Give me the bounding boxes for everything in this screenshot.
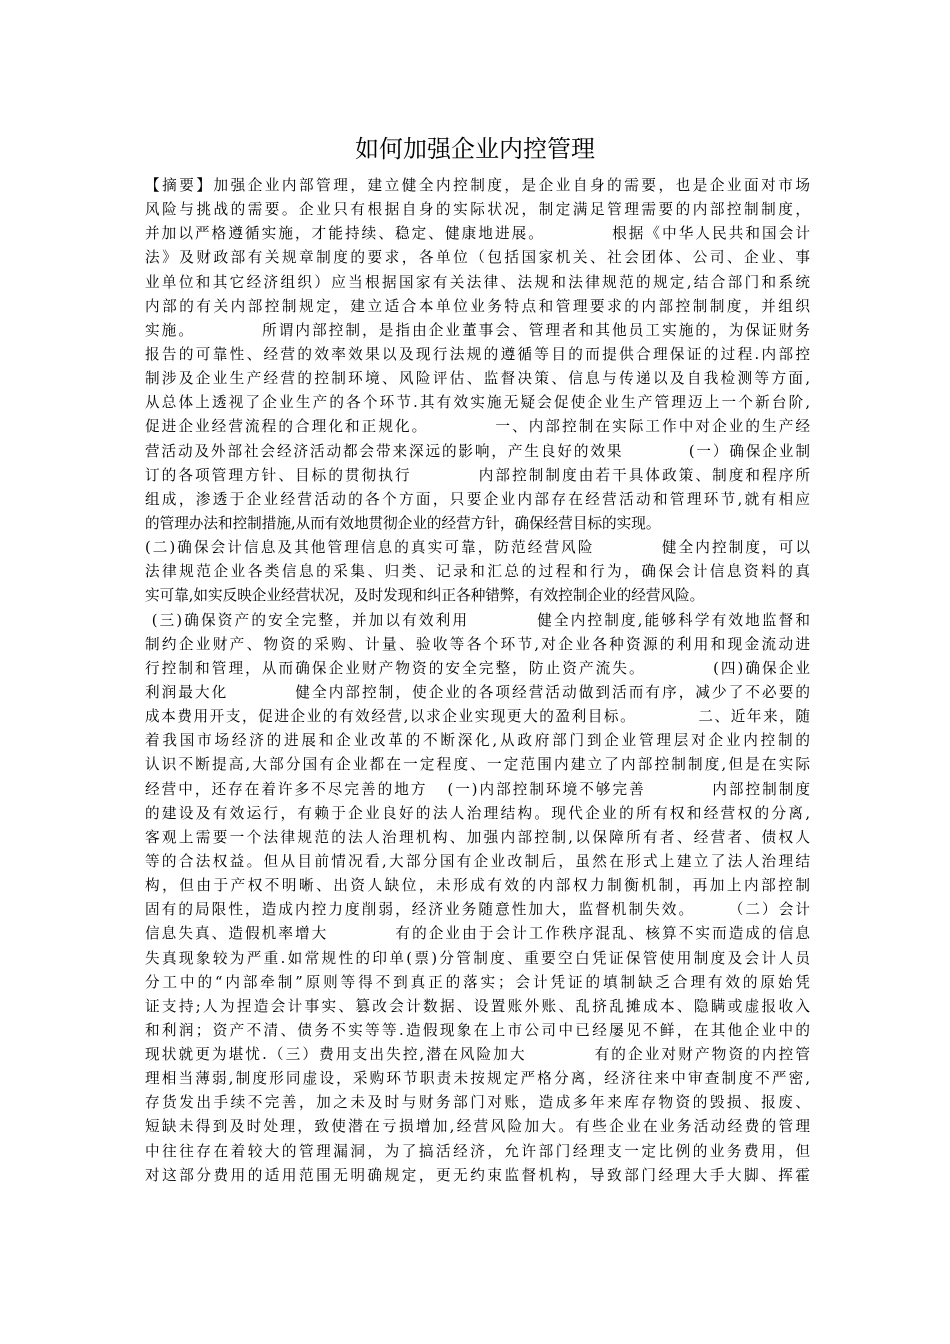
body-line: 实可靠,如实反映企业经营状况，及时发现和纠正各种错弊，有效控制企业的经营风险。 xyxy=(145,587,705,605)
body-line: 报告的可靠性、经营的效率效果以及现行法规的遵循等目的而提供合理保证的过程.内部控 xyxy=(145,345,810,363)
body-line: 风险与挑战的需要。企业只有根据自身的实际状况，制定满足管理需要的内部控制制度， xyxy=(145,201,810,219)
body-line: 促进企业经营流程的合理化和正规化。 一、内部控制在实际工作中对企业的生产经 xyxy=(145,418,810,436)
body-line: 失真现象较为严重.如常规性的印单(票)分管制度、重要空白凭证保管使用制度及会计人员 xyxy=(145,949,810,967)
body-line: 构，但由于产权不明晰、出资人缺位，未形成有效的内部权力制衡机制，再加上内部控制 xyxy=(145,877,810,895)
body-line: 中往往存在着较大的管理漏洞，为了搞活经济，允许部门经理支一定比例的业务费用，但 xyxy=(145,1142,810,1160)
body-line: 理相当薄弱,制度形同虚设，采购环节职责未按规定严格分离，经济往来中审查制度不严密, xyxy=(145,1070,810,1088)
body-line: 的建设及有效运行，有赖于企业良好的法人治理结构。现代企业的所有权和经营权的分离, xyxy=(145,804,810,822)
body-line: 行控制和管理，从而确保企业财产物资的安全完整，防止资产流失。 (四)确保企业 xyxy=(145,659,810,677)
body-line: 制约企业财产、物资的采购、计量、验收等各个环节,对企业各种资源的利用和现金流动进 xyxy=(145,635,810,653)
body-line: 【摘要】加强企业内部管理，建立健全内控制度，是企业自身的需要，也是企业面对市场 xyxy=(145,177,810,194)
body-line: 经营中，还存在着许多不尽完善的地方 (一)内部控制环境不够完善 内部控制制度 xyxy=(145,780,810,798)
body-line: 证支持;人为捏造会计事实、篡改会计数据、设置账外账、乱挤乱摊成本、隐瞒或虚报收入 xyxy=(145,997,810,1015)
body-line: 实施。 所谓内部控制，是指由企业董事会、管理者和其他员工实施的，为保证财务 xyxy=(145,321,810,339)
body-line: 成本费用开支，促进企业的有效经营,以求企业实现更大的盈利目标。 二、近年来，随 xyxy=(145,708,810,726)
body-line: 业单位和其它经济组织）应当根据国家有关法律、法规和法律规范的规定,结合部门和系统 xyxy=(145,273,810,291)
body-line: 现状就更为堪忧.（三）费用支出失控,潜在风险加大 有的企业对财产物资的内控管 xyxy=(145,1046,810,1064)
body-line: 从总体上透视了企业生产的各个环节.其有效实施无疑会促使企业生产管理迈上一个新台阶, xyxy=(145,394,810,412)
body-line: 法律规范企业各类信息的采集、归类、记录和汇总的过程和行为，确保会计信息资料的真 xyxy=(145,563,810,581)
body-line: (二)确保会计信息及其他管理信息的真实可靠，防范经营风险 健全内控制度，可以 xyxy=(145,539,810,557)
body-line: 短缺未得到及时处理，致使潜在亏损增加,经营风险加大。有些企业在业务活动经费的管理 xyxy=(145,1118,810,1136)
body-line: 的管理办法和控制措施,从而有效地贯彻企业的经营方针，确保经营目标的实现。 xyxy=(145,514,661,532)
body-line: 法》及财政部有关规章制度的要求，各单位（包括国家机关、社会团体、公司、企业、事 xyxy=(145,249,810,267)
body-line: 认识不断提高,大部分国有企业都在一定程度、一定范围内建立了内部控制制度,但是在实际 xyxy=(145,756,810,774)
body-line: 着我国市场经济的进展和企业改革的不断深化,从政府部门到企业管理层对企业内控制的 xyxy=(145,732,810,750)
body-line: 和利润；资产不清、债务不实等等.造假现象在上市公司中已经屡见不鲜，在其他企业中的 xyxy=(145,1021,810,1039)
body-line: 固有的局限性，造成内控力度削弱，经济业务随意性加大，监督机制失效。 （二）会计 xyxy=(145,901,810,919)
body-line: 对这部分费用的适用范围无明确规定，更无约束监督机构，导致部门经理大手大脚、挥霍 xyxy=(145,1166,810,1184)
body-line: 存货发出手续不完善，加之未及时与财务部门对账，造成多年来库存物资的毁损、报废、 xyxy=(145,1094,810,1112)
document-title: 如何加强企业内控管理 xyxy=(355,135,595,163)
body-line: (三)确保资产的安全完整，并加以有效利用 健全内控制度,能够科学有效地监督和 xyxy=(145,611,810,629)
body-line: 制涉及企业生产经营的控制环境、风险评估、监督决策、信息与传递以及自我检测等方面, xyxy=(145,370,810,388)
body-line: 信息失真、造假机率增大 有的企业由于会计工作秩序混乱、核算不实而造成的信息 xyxy=(145,925,810,943)
body-line: 订的各项管理方针、目标的贯彻执行 内部控制制度由若干具体政策、制度和程序所 xyxy=(145,466,810,484)
body-line: 内部的有关内部控制规定，建立适合本单位业务特点和管理要求的内部控制制度，并组织 xyxy=(145,297,810,315)
body-line: 利润最大化 健全内部控制，使企业的各项经营活动做到活而有序，减少了不必要的 xyxy=(145,683,810,701)
body-line: 并加以严格遵循实施，才能持续、稳定、健康地进展。 根据《中华人民共和国会计 xyxy=(145,225,810,243)
body-line: 组成，渗透于企业经营活动的各个方面，只要企业内部存在经营活动和管理环节,就有相应 xyxy=(145,490,810,508)
document-body xyxy=(145,174,810,1188)
body-line: 营活动及外部社会经济活动都会带来深远的影响，产生良好的效果 (一）确保企业制 xyxy=(145,442,810,460)
body-line: 分工中的“内部牵制”原则等得不到真正的落实；会计凭证的填制缺乏合理有效的原始凭 xyxy=(145,973,810,991)
body-line: 客观上需要一个法律规范的法人治理机构、加强内部控制,以保障所有者、经营者、债权人 xyxy=(145,828,810,846)
body-line: 等的合法权益。但从目前情况看,大部分国有企业改制后，虽然在形式上建立了法人治理结 xyxy=(145,852,810,870)
